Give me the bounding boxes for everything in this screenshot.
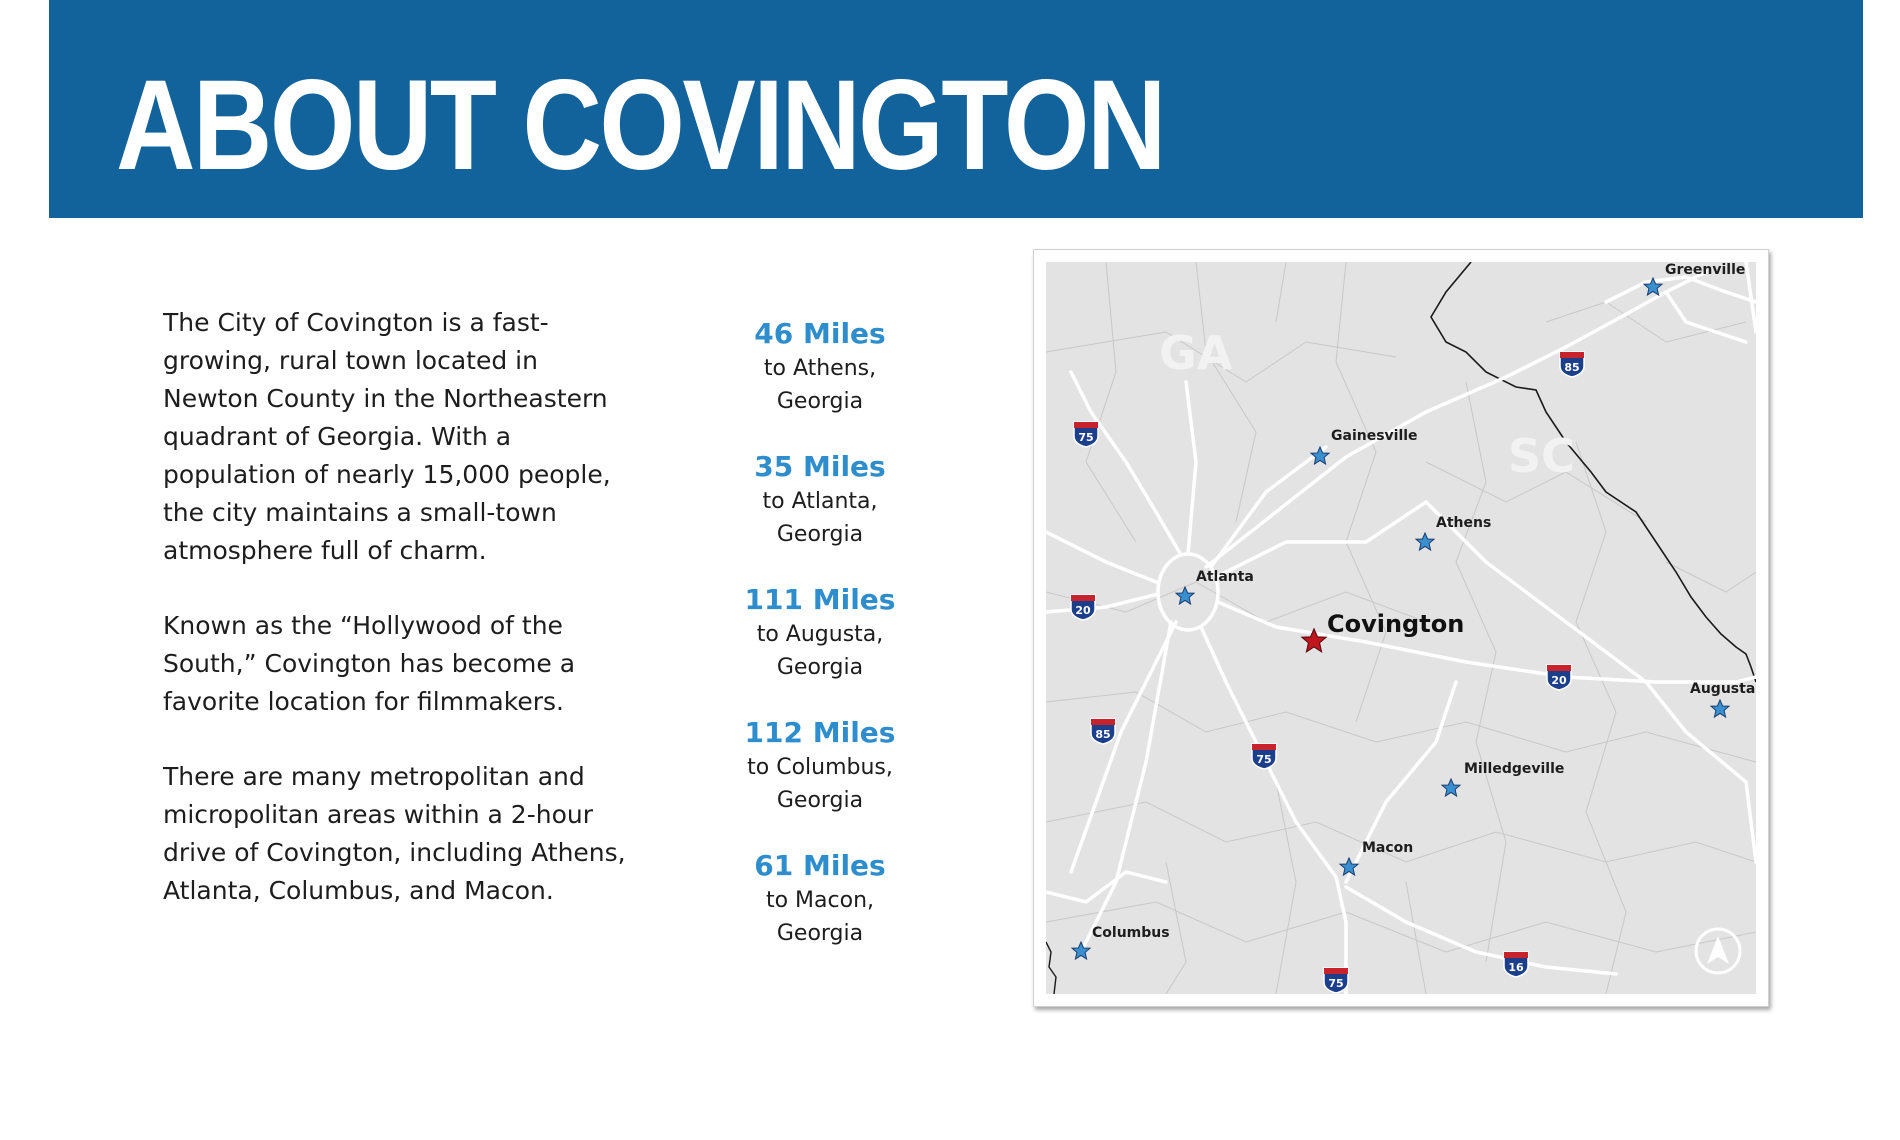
interstate-shield <box>1547 665 1571 690</box>
map-canvas <box>1046 262 1756 994</box>
distance-label: to Athens, Georgia <box>763 356 877 414</box>
state-label-ga: GA <box>1159 326 1233 380</box>
svg-text:85: 85 <box>1564 361 1580 374</box>
svg-text:20: 20 <box>1075 604 1091 617</box>
interstate-shield <box>1091 719 1115 744</box>
city-label: Gainesville <box>1331 428 1418 444</box>
svg-text:16: 16 <box>1508 961 1524 974</box>
city-label: Augusta <box>1690 681 1756 697</box>
distance-value: 111 Miles <box>744 583 896 616</box>
city-label: Milledgeville <box>1464 761 1565 777</box>
state-label-sc: SC <box>1508 429 1575 483</box>
distance-list <box>715 316 925 981</box>
distance-item <box>715 316 925 449</box>
svg-text:85: 85 <box>1095 728 1111 741</box>
distance-label: to Atlanta, Georgia <box>762 489 878 547</box>
about-paragraph: The City of Covington is a fast-growing, rural town located in Newton County in the Northeastern quadrant of Georgia. With a population of nearly 15,000 people, the city maintains a small-town atmosphere full of charm. <box>163 308 611 565</box>
distance-item <box>715 449 925 582</box>
svg-text:75: 75 <box>1256 753 1272 766</box>
distance-value: 35 Miles <box>754 450 886 483</box>
distance-value: 112 Miles <box>744 716 896 749</box>
distance-item <box>715 715 925 848</box>
interstate-shield <box>1560 352 1584 377</box>
about-paragraph: There are many metropolitan and micropolitan areas within a 2-hour drive of Covington, including Athens, Atlanta, Columbus, and Macon. <box>163 762 626 905</box>
city-label: Macon <box>1362 840 1414 856</box>
region-map <box>1033 249 1769 1007</box>
distance-item <box>715 582 925 715</box>
about-text <box>163 304 633 947</box>
interstate-shield <box>1071 595 1095 620</box>
distance-label: to Macon, Georgia <box>765 888 875 946</box>
about-paragraph: Known as the “Hollywood of the South,” Covington has become a favorite location for filmmakers. <box>163 611 576 716</box>
distance-value: 46 Miles <box>754 317 886 350</box>
city-label: Athens <box>1436 515 1492 531</box>
interstate-shield <box>1504 952 1528 977</box>
city-label: Atlanta <box>1196 569 1254 585</box>
interstate-shield <box>1252 744 1276 769</box>
interstate-shield <box>1074 422 1098 447</box>
svg-text:75: 75 <box>1328 977 1344 990</box>
page-title: ABOUT COVINGTON <box>116 54 1164 197</box>
distance-value: 61 Miles <box>754 849 886 882</box>
svg-text:75: 75 <box>1078 431 1094 444</box>
city-label: Greenville <box>1665 262 1746 278</box>
distance-label: to Columbus, Georgia <box>747 755 893 813</box>
interstate-shield <box>1324 968 1348 993</box>
distance-item <box>715 848 925 981</box>
city-label: Columbus <box>1092 925 1170 941</box>
svg-text:20: 20 <box>1551 674 1567 687</box>
distance-label: to Augusta, Georgia <box>756 622 884 680</box>
covington-label: Covington <box>1327 610 1465 638</box>
